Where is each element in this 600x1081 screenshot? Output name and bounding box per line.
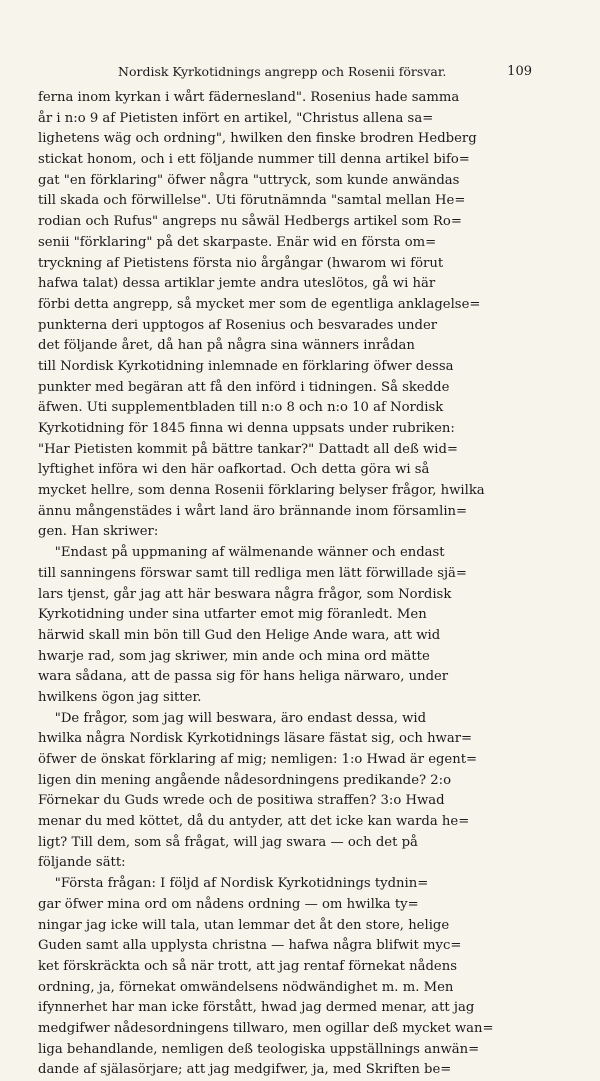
text-line: öfwer de önskat förklaring af mig; nemligen: 1:o Hwad är egent= <box>38 752 478 767</box>
text-line: mycket hellre, som denna Rosenii förklaring belyser frågor, hwilka <box>38 483 485 499</box>
text-line: gar öfwer mina ord om nådens ordning — om hwilka ty= <box>38 896 419 912</box>
text-line: härwid skall min bön till Gud den Helige Ande wara, att wid <box>38 627 441 643</box>
body-text <box>38 88 538 1081</box>
text-line: till Nordisk Kyrkotidning inlemnade en förklaring öfwer dessa <box>38 358 454 374</box>
text-line: ferna inom kyrkan i wårt fädernesland". Rosenius hade samma <box>38 90 460 105</box>
text-line: ket förskräckta och så när trott, att jag rentaf förnekat nådens <box>38 958 457 974</box>
text-line: ordning, ja, förnekat omwändelsens nödwändighet m. m. Men <box>38 979 454 995</box>
text-line: stickat honom, och i ett följande nummer till denna artikel bifo= <box>38 152 470 168</box>
text-line: ifynnerhet har man icke förstått, hwad jag dermed menar, att jag <box>38 1000 475 1016</box>
text-line: hwarje rad, som jag skriwer, min ande och mina ord mätte <box>38 648 430 664</box>
text-line: gen. Han skriwer: <box>38 524 159 540</box>
text-line: hwilkens ögon jag sitter. <box>38 689 202 705</box>
text-line: "Första frågan: I följd af Nordisk Kyrkotidnings tydnin= <box>38 876 429 892</box>
text-line: dande af själasörjare; att jag medgifwer, ja, med Skriften be= <box>38 1062 452 1078</box>
text-line: Kyrkotidning under sina utfarter emot mig föranledt. Men <box>38 607 427 623</box>
running-header <box>38 64 532 84</box>
text-line: ligt? Till dem, som så frågat, will jag swara — och det på <box>38 834 418 850</box>
text-line: "Har Pietisten kommit på bättre tankar?" Dattadt all deß wid= <box>38 441 458 457</box>
text-line: äfwen. Uti supplementbladen till n:o 8 och n:o 10 af Nordisk <box>38 400 444 416</box>
text-line: Förnekar du Guds wrede och de positiwa straffen? 3:o Hwad <box>38 793 445 809</box>
text-line: lighetens wäg och ordning", hwilken den finske brodren Hedberg <box>38 131 477 147</box>
text-line: "Endast på uppmaning af wälmenande wänner och endast <box>38 545 445 561</box>
text-line: gat "en förklaring" öfwer några "uttryck, som kunde anwändas <box>38 172 460 188</box>
text-line: Guden samt alla upplysta christna — hafwa några blifwit myc= <box>38 938 462 954</box>
text-line: lars tjenst, går jag att här beswara några frågor, som Nordisk <box>38 586 452 602</box>
text-line: det följande året, då han på några sina wänners inrådan <box>38 338 415 354</box>
text-line: rodian och Rufus" angreps nu såwäl Hedbergs artikel som Ro= <box>38 214 462 230</box>
text-line: hwilka några Nordisk Kyrkotidnings läsare fästat sig, och hwar= <box>38 731 473 747</box>
text-line: liga behandlande, nemligen deß teologiska uppställnings anwän= <box>38 1041 480 1057</box>
text-line: senii "förklaring" på det skarpaste. Enär wid en första om= <box>38 234 437 250</box>
text-line: ningar jag icke will tala, utan lemmar det åt den store, helige <box>38 917 450 933</box>
text-line: menar du med köttet, då du antyder, att det icke kan warda he= <box>38 814 470 830</box>
text-line: förbi detta angrepp, så mycket mer som de egentliga anklagelse= <box>38 296 481 312</box>
text-line: wara sådana, att de passa sig för hans heliga närwaro, under <box>38 669 449 685</box>
text-line: till sanningens förswar samt till redliga men lätt förwillade sjä= <box>38 565 467 581</box>
page-number: 109 <box>507 64 532 79</box>
text-line: Kyrkotidning för 1845 finna wi denna uppsats under rubriken: <box>38 421 455 436</box>
text-line: punkter med begäran att få den införd i tidningen. Så skedde <box>38 379 450 395</box>
text-line: tryckning af Pietistens första nio årgångar (hwarom wi förut <box>38 255 444 271</box>
text-line: lyftighet införa wi den här oafkortad. Och detta göra wi så <box>38 462 430 478</box>
text-line: följande sätt: <box>38 855 126 871</box>
text-line: ligen din mening angående nådesordningens predikande? 2:o <box>38 772 452 788</box>
text-line: "De frågor, som jag will beswara, äro endast dessa, wid <box>38 710 427 726</box>
text-line: punkterna deri upptogos af Rosenius och besvarades under <box>38 317 438 333</box>
text-line: till skada och förwillelse". Uti förutnämnda "samtal mellan He= <box>38 193 466 209</box>
text-line: medgifwer nådesordningens tillwaro, men ogillar deß mycket wan= <box>38 1020 494 1036</box>
running-title: Nordisk Kyrkotidnings angrepp och Rosenii försvar. <box>118 64 447 79</box>
text-line: år i n:o 9 af Pietisten infört en artikel, "Christus allena sa= <box>38 110 434 126</box>
text-line: hafwa talat) dessa artiklar jemte andra uteslötos, gå wi här <box>38 276 436 292</box>
text-line: ännu mångenstädes i wårt land äro brännande inom församlin= <box>38 503 468 519</box>
